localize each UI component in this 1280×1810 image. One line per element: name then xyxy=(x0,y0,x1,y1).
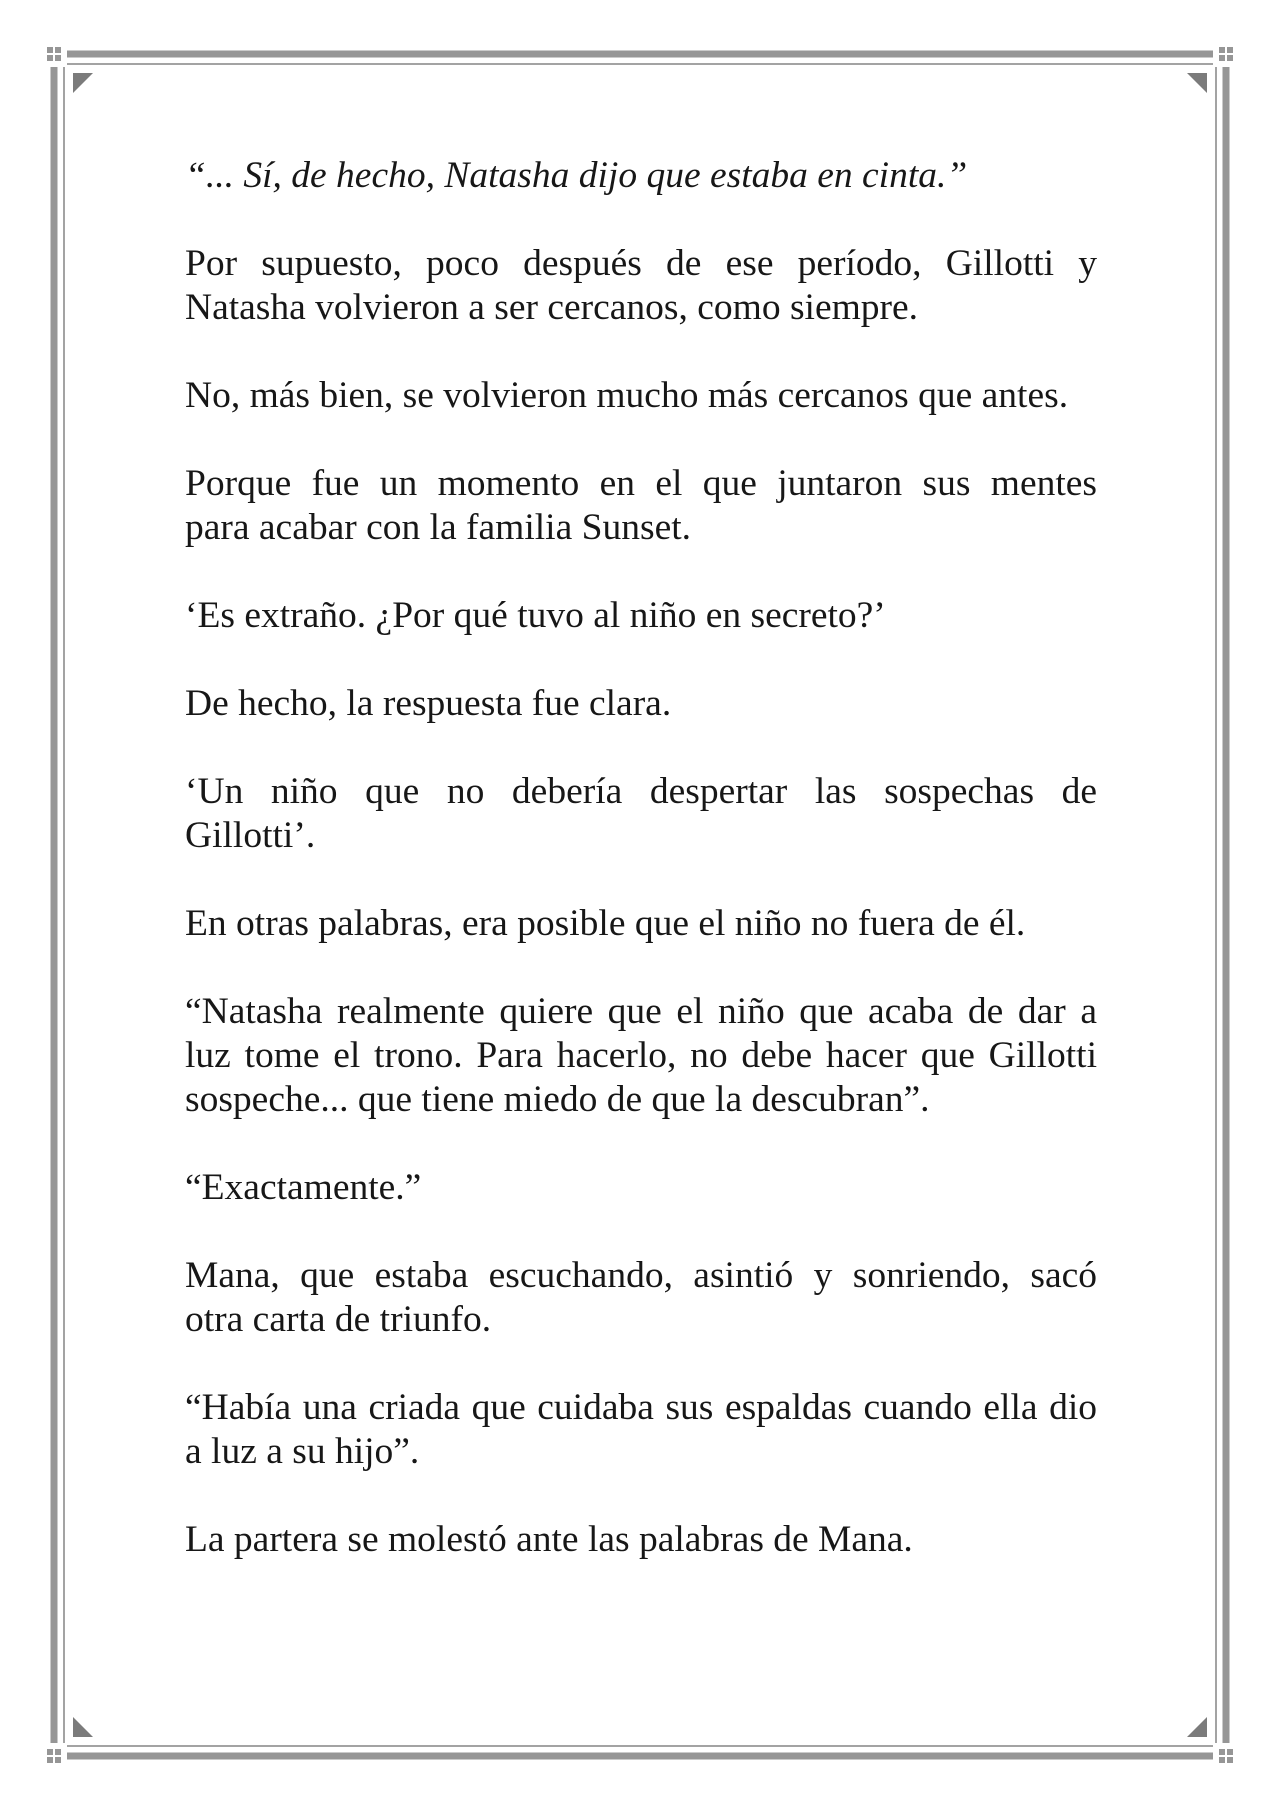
paragraph xyxy=(185,242,1097,330)
text-line: “... Sí, de hecho, Natasha dijo que estaba en cinta.” xyxy=(185,155,968,196)
corner-triangle-top-right xyxy=(1187,73,1207,93)
text-line: sospeche... que tiene miedo de que la descubran”. xyxy=(185,1079,930,1120)
paragraph xyxy=(185,990,1097,1122)
text-line: Natasha volvieron a ser cercanos, como siempre. xyxy=(185,287,919,328)
corner-triangle-bottom-left xyxy=(73,1717,93,1737)
corner-ornament-top-left xyxy=(41,41,67,67)
corner-triangle-bottom-right xyxy=(1187,1717,1207,1737)
paragraph xyxy=(185,374,1097,418)
text-line: para acabar con la familia Sunset. xyxy=(185,507,692,548)
paragraph xyxy=(185,770,1097,858)
corner-triangle-top-left xyxy=(73,73,93,93)
corner-ornament-bottom-left xyxy=(41,1743,67,1769)
text-line: Gillotti’. xyxy=(185,815,316,856)
text-line: Mana, que estaba escuchando, asintió y sonriendo, sacó xyxy=(185,1255,1097,1296)
text-line: “Había una criada que cuidaba sus espaldas cuando ella dio xyxy=(185,1387,1097,1428)
corner-ornament-top-right xyxy=(1213,41,1239,67)
paragraph xyxy=(185,902,1097,946)
paragraph xyxy=(185,1518,1097,1562)
paragraph xyxy=(185,594,1097,638)
paragraph xyxy=(185,1254,1097,1342)
corner-ornament-bottom-right xyxy=(1213,1743,1239,1769)
body-text xyxy=(185,154,1097,1606)
paragraph xyxy=(185,1386,1097,1474)
paragraph xyxy=(185,1166,1097,1210)
text-line: Por supuesto, poco después de ese período, Gillotti y xyxy=(185,243,1097,284)
paragraph xyxy=(185,462,1097,550)
text-line: luz tome el trono. Para hacerlo, no debe hacer que Gillotti xyxy=(185,1035,1097,1076)
text-line: No, más bien, se volvieron mucho más cercanos que antes. xyxy=(185,375,1069,416)
text-line: En otras palabras, era posible que el niño no fuera de él. xyxy=(185,903,1026,944)
text-line: otra carta de triunfo. xyxy=(185,1299,492,1340)
text-line: Porque fue un momento en el que juntaron sus mentes xyxy=(185,463,1097,504)
text-line: ‘Un niño que no debería despertar las sospechas de xyxy=(185,771,1097,812)
text-line: “Natasha realmente quiere que el niño que acaba de dar a xyxy=(185,991,1097,1032)
text-line: a luz a su hijo”. xyxy=(185,1431,420,1472)
text-line: ‘Es extraño. ¿Por qué tuvo al niño en secreto?’ xyxy=(185,595,886,636)
text-line: De hecho, la respuesta fue clara. xyxy=(185,683,672,724)
text-line: “Exactamente.” xyxy=(185,1167,422,1208)
paragraph xyxy=(185,682,1097,726)
paragraph-dialogue xyxy=(185,154,1097,198)
text-line: La partera se molestó ante las palabras de Mana. xyxy=(185,1519,913,1560)
